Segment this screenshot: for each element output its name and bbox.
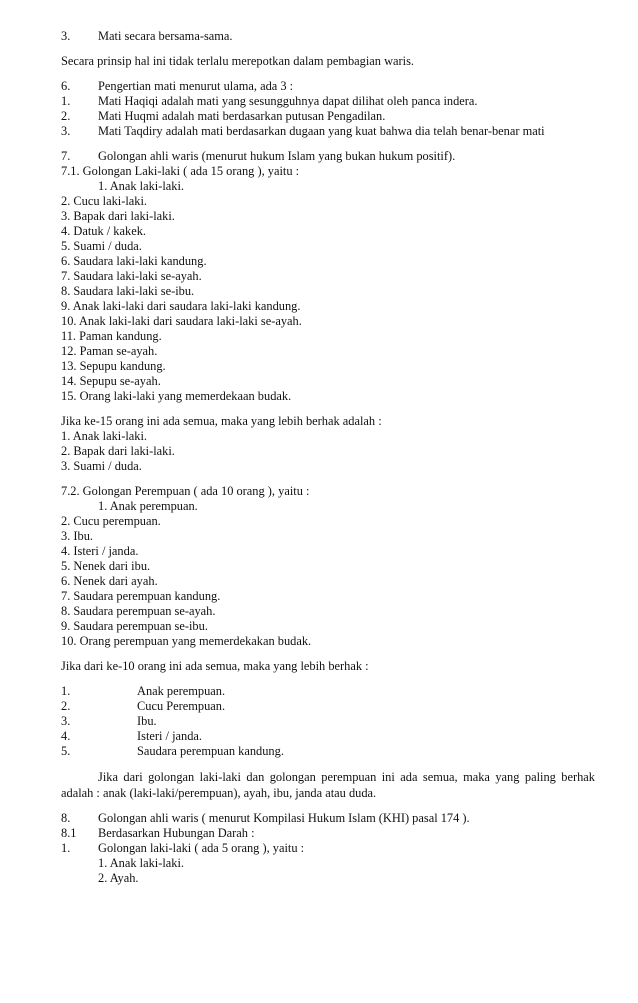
item-text: Pengertian mati menurut ulama, ada 3 : xyxy=(98,79,294,93)
item-number: 2. xyxy=(61,699,71,713)
list-item: 15. Orang laki-laki yang memerdekaan budak. xyxy=(61,389,292,403)
item-number: 6. xyxy=(61,79,71,93)
item-text: Golongan ahli waris ( menurut Kompilasi Hukum Islam (KHI) pasal 174 ). xyxy=(98,811,470,825)
item-number: 2. xyxy=(61,109,71,123)
list-item: 1. Anak laki-laki. xyxy=(61,429,148,443)
list-item: 5. Nenek dari ibu. xyxy=(61,559,151,573)
section-heading xyxy=(61,149,595,164)
list-item: 10. Anak laki-laki dari saudara laki-laki se-ayah. xyxy=(61,314,302,328)
list-item: 12. Paman se-ayah. xyxy=(61,344,158,358)
item-text: Ibu. xyxy=(137,714,157,728)
list-item: 6. Nenek dari ayah. xyxy=(61,574,158,588)
list-item: 11. Paman kandung. xyxy=(61,329,162,343)
list-item: 9. Anak laki-laki dari saudara laki-laki kandung. xyxy=(61,299,301,313)
section-heading xyxy=(61,811,595,826)
list-item: 13. Sepupu kandung. xyxy=(61,359,166,373)
list-item: 1. Anak laki-laki. xyxy=(98,856,185,870)
item-text: Golongan laki-laki ( ada 5 orang ), yaitu : xyxy=(98,841,305,855)
female-priority-list xyxy=(61,684,595,759)
list-item xyxy=(61,744,595,759)
list-item xyxy=(61,684,595,699)
male-priority-list xyxy=(61,429,595,474)
item-text: Mati Huqmi adalah mati berdasarkan putusan Pengadilan. xyxy=(98,109,386,123)
item-text: Mati Haqiqi adalah mati yang sesungguhnya dapat dilihat oleh panca indera. xyxy=(98,94,478,108)
list-item: 3. Suami / duda. xyxy=(61,459,142,473)
female-heir-list xyxy=(61,514,595,649)
list-item: 2. Cucu perempuan. xyxy=(61,514,161,528)
list-item: 6. Saudara laki-laki kandung. xyxy=(61,254,207,268)
list-item: 1. Anak laki-laki. xyxy=(98,179,185,193)
item-number: 3. xyxy=(61,124,71,138)
item-text: Cucu Perempuan. xyxy=(137,699,226,713)
paragraph: Jika dari golongan laki-laki dan golongan perempuan ini ada semua, maka yang paling berhak adalah : anak (laki-laki/perempuan), ayah, ibu, janda atau duda. xyxy=(61,770,595,800)
list-item: 5. Suami / duda. xyxy=(61,239,142,253)
paragraph: Jika ke-15 orang ini ada semua, maka yang lebih berhak adalah : xyxy=(61,414,382,428)
list-item xyxy=(61,109,595,124)
list-item: 14. Sepupu se-ayah. xyxy=(61,374,161,388)
list-item: 4. Datuk / kakek. xyxy=(61,224,146,238)
item-text: Mati Taqdiry adalah mati berdasarkan dugaan yang kuat bahwa dia telah benar-benar mati xyxy=(98,124,545,138)
list-item: 2. Ayah. xyxy=(98,871,139,885)
subsection-heading: 7.2. Golongan Perempuan ( ada 10 orang ), yaitu : xyxy=(61,484,310,498)
male-heir-list xyxy=(61,194,595,404)
list-item: 8. Saudara laki-laki se-ibu. xyxy=(61,284,195,298)
list-item: 7. Saudara perempuan kandung. xyxy=(61,589,221,603)
subsection-heading: 7.1. Golongan Laki-laki ( ada 15 orang ), yaitu : xyxy=(61,164,300,178)
item-number: 5. xyxy=(61,744,71,758)
subsection-heading xyxy=(61,826,595,841)
item-number: 4. xyxy=(61,729,71,743)
document-page xyxy=(61,29,595,886)
list-item: 7. Saudara laki-laki se-ayah. xyxy=(61,269,202,283)
paragraph: Secara prinsip hal ini tidak terlalu merepotkan dalam pembagian waris. xyxy=(61,54,415,68)
item-text: Mati secara bersama-sama. xyxy=(98,29,233,43)
item-number: 1. xyxy=(61,841,71,855)
item-text: Golongan ahli waris (menurut hukum Islam yang bukan hukum positif). xyxy=(98,149,456,163)
item-text: Saudara perempuan kandung. xyxy=(137,744,284,758)
list-item: 2. Bapak dari laki-laki. xyxy=(61,444,175,458)
item-number: 7. xyxy=(61,149,71,163)
list-item: 1. Anak perempuan. xyxy=(98,499,198,513)
item-number: 1. xyxy=(61,684,71,698)
list-item: 4. Isteri / janda. xyxy=(61,544,139,558)
list-item xyxy=(61,714,595,729)
paragraph: Jika dari ke-10 orang ini ada semua, maka yang lebih berhak : xyxy=(61,659,369,673)
list-item: 8. Saudara perempuan se-ayah. xyxy=(61,604,216,618)
list-item xyxy=(61,841,595,856)
item-text: Isteri / janda. xyxy=(137,729,203,743)
paragraph-line xyxy=(61,29,595,44)
list-item: 2. Cucu laki-laki. xyxy=(61,194,148,208)
item-number: 3. xyxy=(61,29,71,43)
item-text: Berdasarkan Hubungan Darah : xyxy=(98,826,255,840)
list-item xyxy=(61,729,595,744)
item-number: 1. xyxy=(61,94,71,108)
section-heading xyxy=(61,79,595,94)
item-number: 3. xyxy=(61,714,71,728)
item-text: Anak perempuan. xyxy=(137,684,226,698)
list-item: 9. Saudara perempuan se-ibu. xyxy=(61,619,208,633)
list-item: 10. Orang perempuan yang memerdekakan budak. xyxy=(61,634,312,648)
item-number: 8. xyxy=(61,811,71,825)
item-number: 8.1 xyxy=(61,826,77,840)
list-item xyxy=(61,124,595,139)
list-item: 3. Bapak dari laki-laki. xyxy=(61,209,175,223)
list-item xyxy=(61,94,595,109)
list-item xyxy=(61,699,595,714)
list-item: 3. Ibu. xyxy=(61,529,94,543)
